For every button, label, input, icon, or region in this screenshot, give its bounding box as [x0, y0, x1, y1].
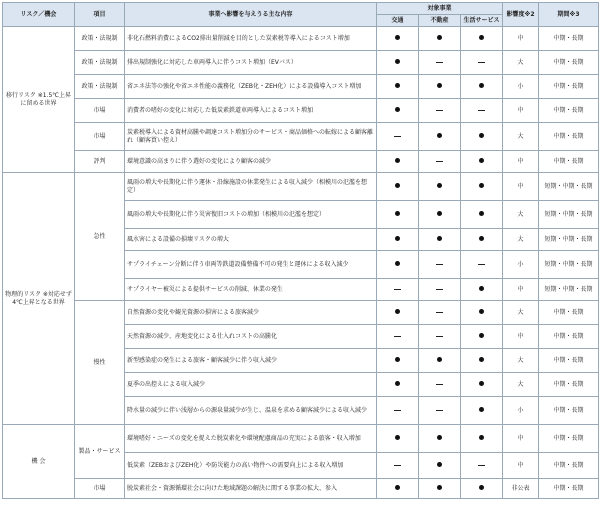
item-market-1: 市場 — [75, 99, 125, 123]
dot-icon — [479, 133, 484, 138]
dash-icon — [394, 289, 401, 290]
dot-icon — [437, 236, 442, 241]
row-content: 風雨の増大や長期化に伴う運休・沿線施設の休業発生による収入減少（相模川の氾濫を想定） — [125, 173, 377, 201]
dash-icon — [436, 289, 443, 290]
dot-icon — [395, 236, 400, 241]
mark-cell — [419, 425, 461, 453]
mark-cell — [377, 301, 419, 325]
group-transition: 移行リスク ※1.5℃上昇に留める世界 — [3, 27, 75, 173]
dash-icon — [478, 465, 485, 466]
period-cell: 短期・中期・長期 — [539, 251, 599, 279]
row-content: 炭素税導入による資材高騰や調達コスト増加分のサービス・商品価格への転嫁による顧客離れ（顧客買い控え） — [125, 123, 377, 151]
mark-cell — [377, 51, 419, 75]
impact-cell: 大 — [503, 349, 539, 373]
period-cell: 短期・中期・長期 — [539, 229, 599, 251]
dot-icon — [395, 211, 400, 216]
dot-icon — [479, 381, 484, 386]
mark-cell — [377, 99, 419, 123]
mark-cell — [461, 229, 503, 251]
dot-icon — [437, 183, 442, 188]
period-cell: 中期・長期 — [539, 397, 599, 425]
mark-cell — [461, 453, 503, 479]
dot-icon — [437, 357, 442, 362]
header-target: 対象事業 — [377, 3, 503, 15]
dot-icon — [479, 35, 484, 40]
mark-cell — [461, 201, 503, 229]
dot-icon — [479, 158, 484, 163]
period-cell: 中期・長期 — [539, 453, 599, 479]
mark-cell — [377, 201, 419, 229]
item-policy-1: 政策・法規制 — [75, 27, 125, 51]
dot-icon — [395, 59, 400, 64]
mark-cell — [461, 425, 503, 453]
dot-icon — [479, 407, 484, 412]
item-acute: 急性 — [75, 173, 125, 301]
mark-cell — [377, 27, 419, 51]
mark-cell — [377, 373, 419, 397]
dash-icon — [478, 110, 485, 111]
mark-cell — [377, 173, 419, 201]
impact-cell: 中 — [503, 27, 539, 51]
impact-cell: 中 — [503, 279, 539, 301]
mark-cell — [377, 123, 419, 151]
dot-icon — [437, 83, 442, 88]
mark-cell — [419, 373, 461, 397]
dash-icon — [394, 136, 401, 137]
impact-cell: 中 — [503, 425, 539, 453]
mark-cell — [377, 151, 419, 173]
row-content: 自然資源の変化や観光資源の損害による旅客減少 — [125, 301, 377, 325]
row-content: 降水量の減少に伴い浅層からの源泉量減少が生じ、温泉を求める顧客減少による収入減少 — [125, 397, 377, 425]
row-content: 新型感染症の発生による旅客・顧客減少に伴う収入減少 — [125, 349, 377, 373]
header-traffic: 交通 — [377, 15, 419, 27]
period-cell: 短期・中期・長期 — [539, 173, 599, 201]
header-period: 期間※3 — [539, 3, 599, 27]
impact-cell: 大 — [503, 229, 539, 251]
dot-icon — [395, 485, 400, 490]
impact-cell: 大 — [503, 51, 539, 75]
row-content: 夏季の出控えによる収入減少 — [125, 373, 377, 397]
mark-cell — [377, 325, 419, 349]
group-opportunity: 機 会 — [3, 425, 75, 499]
period-cell: 中期・長期 — [539, 373, 599, 397]
impact-cell: 小 — [503, 397, 539, 425]
mark-cell — [461, 373, 503, 397]
impact-cell: 小 — [503, 251, 539, 279]
period-cell: 中期・長期 — [539, 325, 599, 349]
mark-cell — [461, 251, 503, 279]
item-market-2: 市場 — [75, 123, 125, 151]
mark-cell — [377, 397, 419, 425]
mark-cell — [419, 27, 461, 51]
period-cell: 中期・長期 — [539, 99, 599, 123]
dash-icon — [436, 62, 443, 63]
mark-cell — [377, 479, 419, 499]
mark-cell — [377, 75, 419, 99]
impact-cell: 大 — [503, 373, 539, 397]
row-content: サプライチェーン分断に伴う車両等鉄道設備整備不可の発生と運休による収入減少 — [125, 251, 377, 279]
dot-icon — [395, 309, 400, 314]
mark-cell — [419, 279, 461, 301]
mark-cell — [419, 99, 461, 123]
mark-cell — [461, 173, 503, 201]
header-item: 項目 — [75, 3, 125, 27]
mark-cell — [461, 51, 503, 75]
risk-table — [2, 2, 599, 499]
dash-icon — [436, 410, 443, 411]
impact-cell: 中 — [503, 325, 539, 349]
item-reputation: 評判 — [75, 151, 125, 173]
dot-icon — [479, 333, 484, 338]
mark-cell — [419, 453, 461, 479]
mark-cell — [419, 51, 461, 75]
mark-cell — [377, 229, 419, 251]
mark-cell — [419, 123, 461, 151]
dot-icon — [395, 357, 400, 362]
row-content: 環境意識の高まりに伴う選好の変化により顧客の減少 — [125, 151, 377, 173]
impact-cell: 大 — [503, 201, 539, 229]
period-cell: 中期・長期 — [539, 151, 599, 173]
mark-cell — [461, 151, 503, 173]
mark-cell — [461, 325, 503, 349]
dash-icon — [436, 161, 443, 162]
dash-icon — [436, 110, 443, 111]
header-realestate: 不動産 — [419, 15, 461, 27]
dot-icon — [395, 435, 400, 440]
dash-icon — [478, 62, 485, 63]
dash-icon — [436, 336, 443, 337]
row-content: 環境嗜好・ニーズの変化を捉えた脱炭素化や環境配慮商品の充実による旅客・収入増加 — [125, 425, 377, 453]
period-cell: 中期・長期 — [539, 301, 599, 325]
dot-icon — [437, 435, 442, 440]
mark-cell — [461, 123, 503, 151]
header-content: 事業へ影響を与えうる主な内容 — [125, 3, 377, 27]
mark-cell — [419, 349, 461, 373]
dash-icon — [436, 264, 443, 265]
mark-cell — [461, 279, 503, 301]
impact-cell: 小 — [503, 75, 539, 99]
period-cell: 中期・長期 — [539, 479, 599, 499]
item-chronic: 慢性 — [75, 301, 125, 425]
row-content: 排出規制強化に対応した車両導入に伴うコスト増加（EVバス） — [125, 51, 377, 75]
dot-icon — [395, 261, 400, 266]
dot-icon — [395, 158, 400, 163]
row-content: 風雨の増大や長期化に伴う災害復旧コストの増加（相模川の氾濫を想定） — [125, 201, 377, 229]
row-content: 脱炭素社会・資源循環社会に向けた地域課題の解決に関する事業の拡大、参入 — [125, 479, 377, 499]
period-cell: 中期・長期 — [539, 425, 599, 453]
dot-icon — [395, 83, 400, 88]
mark-cell — [419, 479, 461, 499]
mark-cell — [419, 397, 461, 425]
impact-cell: 中 — [503, 99, 539, 123]
dash-icon — [478, 264, 485, 265]
dot-icon — [437, 211, 442, 216]
item-policy-3: 政策・法規制 — [75, 75, 125, 99]
dot-icon — [437, 133, 442, 138]
header-life: 生活サービス — [461, 15, 503, 27]
header-risk: リスク／機会 — [3, 3, 75, 27]
mark-cell — [461, 27, 503, 51]
mark-cell — [377, 349, 419, 373]
item-policy-2: 政策・法規制 — [75, 51, 125, 75]
dot-icon — [395, 35, 400, 40]
dot-icon — [479, 309, 484, 314]
row-content: 省エネ法等の強化や省エネ性能の義務化（ZEB化・ZEH化）による設備導入コスト増加 — [125, 75, 377, 99]
impact-cell: 中 — [503, 453, 539, 479]
mark-cell — [461, 99, 503, 123]
impact-cell: 非公表 — [503, 479, 539, 499]
impact-cell: 中 — [503, 151, 539, 173]
mark-cell — [461, 301, 503, 325]
mark-cell — [419, 173, 461, 201]
dot-icon — [479, 183, 484, 188]
dot-icon — [437, 462, 442, 467]
dot-icon — [479, 286, 484, 291]
dot-icon — [437, 485, 442, 490]
period-cell: 中期・長期 — [539, 349, 599, 373]
dot-icon — [395, 381, 400, 386]
dot-icon — [395, 107, 400, 112]
period-cell: 短期・中期・長期 — [539, 201, 599, 229]
mark-cell — [419, 229, 461, 251]
dash-icon — [394, 336, 401, 337]
group-physical: 物理的リスク ※対応せず4℃上昇となる世界 — [3, 173, 75, 425]
dot-icon — [437, 35, 442, 40]
period-cell: 中期・長期 — [539, 123, 599, 151]
mark-cell — [461, 397, 503, 425]
mark-cell — [461, 349, 503, 373]
mark-cell — [419, 75, 461, 99]
mark-cell — [377, 425, 419, 453]
dash-icon — [436, 384, 443, 385]
period-cell: 中期・長期 — [539, 51, 599, 75]
item-market-opportunity: 市場 — [75, 479, 125, 499]
period-cell: 中期・長期 — [539, 75, 599, 99]
dot-icon — [479, 83, 484, 88]
row-content: 消費者の嗜好の変化に対応した低炭素鉄道車両導入によるコスト増加 — [125, 99, 377, 123]
mark-cell — [419, 251, 461, 279]
impact-cell: 大 — [503, 301, 539, 325]
row-content: 風水害による設備の損壊リスクの増大 — [125, 229, 377, 251]
row-content: サプライヤー被災による提供サービスの削減、休業の発生 — [125, 279, 377, 301]
mark-cell — [419, 325, 461, 349]
dash-icon — [394, 410, 401, 411]
dot-icon — [479, 211, 484, 216]
mark-cell — [419, 151, 461, 173]
dot-icon — [479, 236, 484, 241]
impact-cell: 中 — [503, 173, 539, 201]
header-impact: 影響度※2 — [503, 3, 539, 27]
row-content: 天然資源の減少、産地変化による仕入れコストの高騰化 — [125, 325, 377, 349]
item-products: 製品・サービス — [75, 425, 125, 479]
mark-cell — [461, 479, 503, 499]
mark-cell — [419, 301, 461, 325]
dot-icon — [479, 435, 484, 440]
impact-cell: 大 — [503, 123, 539, 151]
row-content: 低炭素（ZEBおよびZEH化）や防災能力の高い物件への需要向上による収入増加 — [125, 453, 377, 479]
mark-cell — [419, 201, 461, 229]
mark-cell — [377, 251, 419, 279]
dot-icon — [479, 357, 484, 362]
row-content: 非化石燃料消費によるCO2排出量削減を目的とした炭素税等導入によるコスト増加 — [125, 27, 377, 51]
period-cell: 短期・中期・長期 — [539, 279, 599, 301]
dot-icon — [479, 485, 484, 490]
mark-cell — [461, 75, 503, 99]
dash-icon — [394, 465, 401, 466]
dot-icon — [395, 183, 400, 188]
dash-icon — [436, 312, 443, 313]
period-cell: 中期・長期 — [539, 27, 599, 51]
mark-cell — [377, 279, 419, 301]
mark-cell — [377, 453, 419, 479]
